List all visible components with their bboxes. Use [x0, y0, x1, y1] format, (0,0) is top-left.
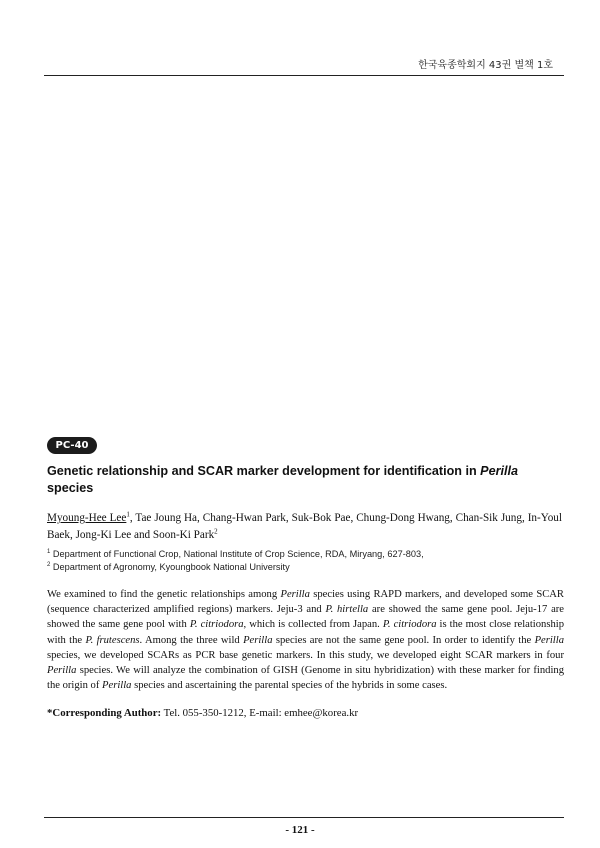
- species-name: P. citriodora: [189, 619, 244, 631]
- first-author: Myoung-Hee Lee: [47, 512, 127, 524]
- title-main: Genetic relationship and SCAR marker development for identification in: [47, 464, 481, 478]
- first-author-affiliation-mark: 1: [126, 510, 130, 519]
- affiliation-2: [47, 561, 562, 573]
- abstract-text: are showed the same gene pool. Jeju-17 are showed the same gene pool with: [47, 604, 564, 631]
- footer-rule: [44, 817, 564, 818]
- abstract-text: is the most close relationship with the: [47, 619, 564, 646]
- species-name: Perilla: [243, 634, 273, 646]
- affiliation-1-mark: 1: [47, 548, 51, 555]
- affiliation-1-text: Department of Functional Crop, National Institute of Crop Science, RDA, Miryang, 627-803,: [52, 549, 424, 559]
- header-rule: [44, 75, 564, 76]
- last-author-affiliation-mark: 2: [214, 527, 218, 536]
- title-rest: species: [47, 481, 94, 495]
- corresponding-author-label: *Corresponding Author:: [47, 707, 162, 719]
- affiliation-1: [47, 548, 562, 560]
- title-italic: Perilla: [480, 464, 518, 478]
- species-name: Perilla: [102, 680, 132, 692]
- corresponding-author: [47, 706, 562, 721]
- species-name: P. frutescens: [85, 634, 140, 646]
- affiliation-2-text: Department of Agronomy, Kyoungbook National University: [52, 562, 290, 572]
- abstract-text: We examined to find the genetic relationships among: [47, 589, 281, 600]
- paper-title: [47, 463, 562, 497]
- page-number: - 121 -: [285, 824, 315, 836]
- affiliation-2-mark: 2: [47, 561, 51, 568]
- species-name: Perilla: [47, 665, 77, 677]
- species-name: Perilla: [534, 634, 564, 646]
- species-name: P. citriodora: [382, 619, 437, 631]
- abstract-text: species using RAPD markers, and developed some SCAR (sequence characterized amplified regions) markers. Jeju-3 and: [47, 589, 564, 616]
- abstract-text: species, we developed SCARs as PCR base genetic markers. In this study, we developed eight SCAR markers in four: [47, 649, 564, 661]
- presentation-code-badge: PC-40: [47, 437, 97, 454]
- co-authors: , Tae Joung Ha, Chang-Hwan Park, Suk-Bok Pae, Chung-Dong Hwang, Chan-Sik Jung, In-Youl Baek, Jong-Ki Lee and Soon-Ki Park: [47, 512, 562, 541]
- journal-header: 한국육종학회지 43권 별책 1호: [418, 60, 553, 71]
- abstract-text: . Among the three wild: [139, 634, 244, 646]
- abstract-text: species and ascertaining the parental species of the hybrids in some cases.: [131, 680, 448, 692]
- author-list: [47, 510, 562, 544]
- abstract-text: species are not the same gene pool. In order to identify the: [272, 634, 535, 646]
- species-name: P. hirtella: [325, 604, 369, 616]
- corresponding-author-contact: Tel. 055-350-1212, E-mail: emhee@korea.kr: [161, 707, 359, 719]
- abstract: [47, 587, 564, 693]
- species-name: Perilla: [280, 589, 310, 600]
- abstract-text: species. We will analyze the combination of GISH (Genome in situ hybridization) with these marker for finding the origin of: [47, 665, 564, 692]
- abstract-text: , which is collected from Japan.: [243, 619, 383, 631]
